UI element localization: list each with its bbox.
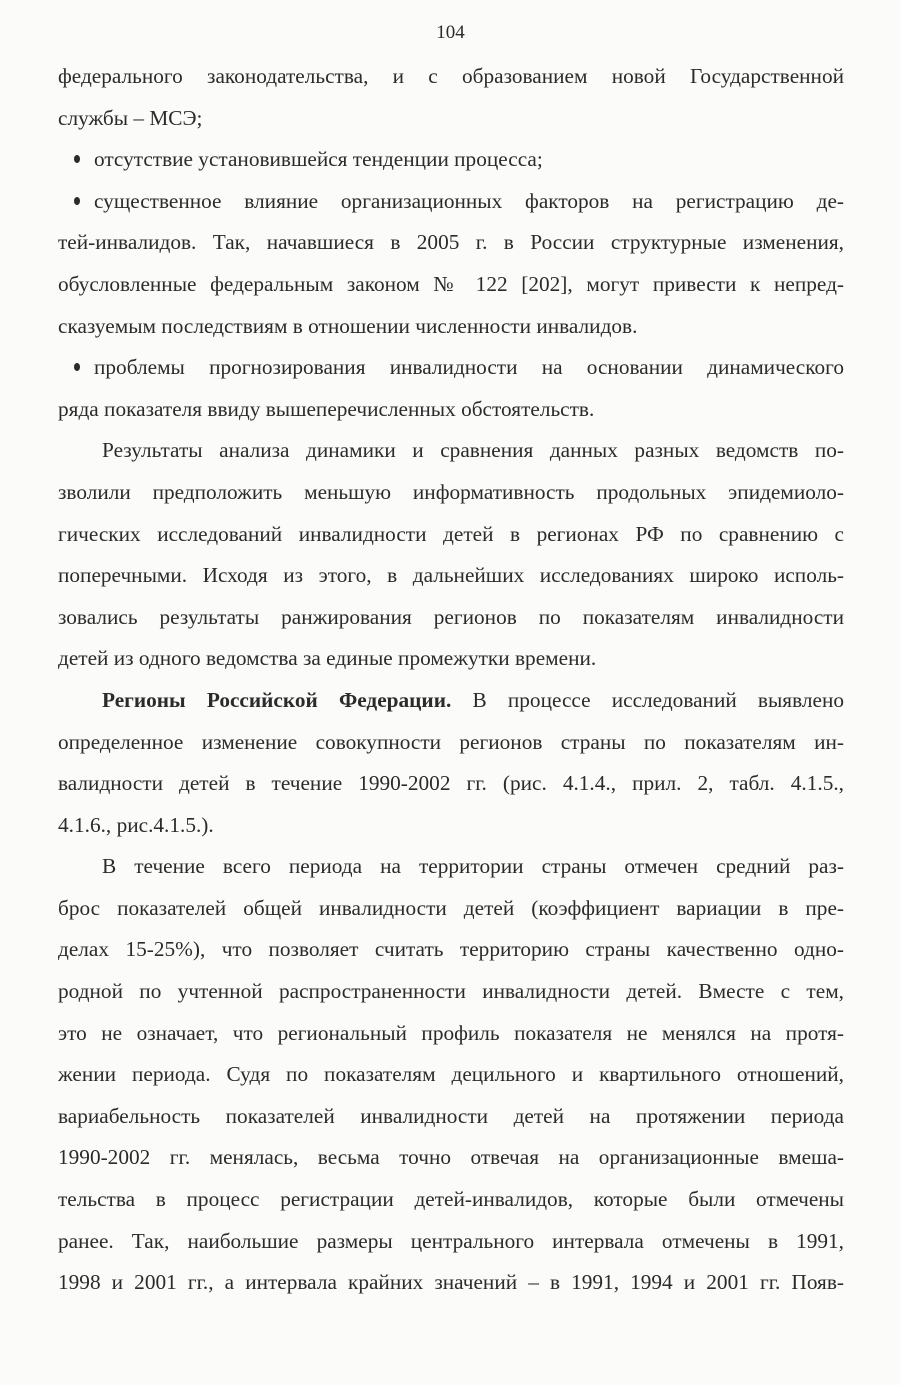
text-line xyxy=(58,1137,844,1179)
bullet-icon xyxy=(74,155,80,163)
text-line-content: жении периода. Судя по показателям децильного и квартильного отношений, xyxy=(58,1062,844,1087)
text-line-content: определенное изменение совокупности регионов страны по показателям ин- xyxy=(58,729,844,754)
text-line-content: 1998 и 2001 гг., а интервала крайних значений – в 1991, 1994 и 2001 гг. Появ- xyxy=(58,1270,844,1295)
text-line-content: службы – МСЭ; xyxy=(58,105,203,130)
text-line-content: сказуемым последствиям в отношении численности инвалидов. xyxy=(58,313,638,338)
text-line-content: тей-инвалидов. Так, начавшиеся в 2005 г. в России структурные изменения, xyxy=(58,230,844,255)
text-line-content: обусловленные федеральным законом № 122 [202], могут привести к непред- xyxy=(58,271,844,296)
bullet-text: существенное влияние организационных факторов на регистрацию де- xyxy=(94,188,844,213)
text-line xyxy=(58,514,844,556)
text-line xyxy=(58,389,844,431)
text-line xyxy=(58,763,844,805)
text-line-content: поперечными. Исходя из этого, в дальнейших исследованиях широко исполь- xyxy=(58,563,844,588)
text-line-content: В процессе исследований выявлено xyxy=(451,687,844,712)
bullet-icon xyxy=(74,197,80,205)
text-line xyxy=(58,971,844,1013)
body-text xyxy=(58,56,844,1304)
text-line-content: ранее. Так, наибольшие размеры центрального интервала отмечены в 1991, xyxy=(58,1228,844,1253)
bullet-item xyxy=(58,139,844,181)
text-line-content: детей из одного ведомства за единые промежутки времени. xyxy=(58,646,597,671)
text-line xyxy=(58,98,844,140)
paragraph-first-line xyxy=(58,430,844,472)
bullet-item xyxy=(58,347,844,389)
text-line xyxy=(58,1262,844,1304)
text-line-content: валидности детей в течение 1990-2002 гг. (рис. 4.1.4., прил. 2, табл. 4.1.5., xyxy=(58,771,844,796)
text-line-content: ряда показателя ввиду вышеперечисленных обстоятельств. xyxy=(58,396,595,421)
text-line xyxy=(58,1179,844,1221)
paragraph-first-line xyxy=(58,846,844,888)
text-line-content: федерального законодательства, и с образованием новой Государственной xyxy=(58,64,844,88)
text-line-content: тельства в процесс регистрации детей-инвалидов, которые были отмечены xyxy=(58,1187,844,1212)
text-line xyxy=(58,638,844,680)
text-line xyxy=(58,1096,844,1138)
text-line-content: гических исследований инвалидности детей в регионах РФ по сравнению с xyxy=(58,521,844,546)
text-line xyxy=(58,888,844,930)
text-line-content: 4.1.6., рис.4.1.5.). xyxy=(58,812,214,837)
text-line-content: брос показателей общей инвалидности детей (коэффициент вариации в пре- xyxy=(58,895,844,920)
text-line-content: В течение всего периода на территории страны отмечен средний раз- xyxy=(102,854,844,879)
bullet-text: проблемы прогнозирования инвалидности на основании динамического xyxy=(94,355,844,380)
text-line xyxy=(58,1054,844,1096)
text-line-content: зовались результаты ранжирования регионов по показателям инвалидности xyxy=(58,604,844,629)
text-line xyxy=(58,264,844,306)
text-line xyxy=(58,222,844,264)
text-line xyxy=(58,1221,844,1263)
text-line xyxy=(58,597,844,639)
section-heading: Регионы Российской Федерации. xyxy=(102,687,452,712)
text-line xyxy=(58,929,844,971)
paragraph-first-line xyxy=(58,680,844,722)
text-line-content: 1990-2002 гг. менялась, весьма точно отвечая на организационные вмеша- xyxy=(58,1145,844,1170)
bullet-icon xyxy=(74,363,80,371)
bullet-item xyxy=(58,181,844,223)
text-line xyxy=(58,555,844,597)
text-line-content: вариабельность показателей инвалидности детей на протяжении периода xyxy=(58,1103,844,1128)
text-line xyxy=(58,805,844,847)
text-line xyxy=(58,306,844,348)
text-line xyxy=(58,1013,844,1055)
text-line-content: родной по учтенной распространенности инвалидности детей. Вместе с тем, xyxy=(58,979,844,1004)
text-line-content: зволили предположить меньшую информативность продольных эпидемиоло- xyxy=(58,479,844,504)
page-number: 104 xyxy=(436,22,465,43)
bullet-text: отсутствие установившейся тенденции процесса; xyxy=(94,147,543,172)
text-line xyxy=(58,722,844,764)
text-line-content: делах 15-25%), что позволяет считать территорию страны качественно одно- xyxy=(58,937,844,962)
text-line-content: это не означает, что региональный профиль показателя не менялся на протя- xyxy=(58,1020,844,1045)
text-line xyxy=(58,56,844,98)
text-line xyxy=(58,472,844,514)
text-line-content: Результаты анализа динамики и сравнения данных разных ведомств по- xyxy=(102,438,844,463)
